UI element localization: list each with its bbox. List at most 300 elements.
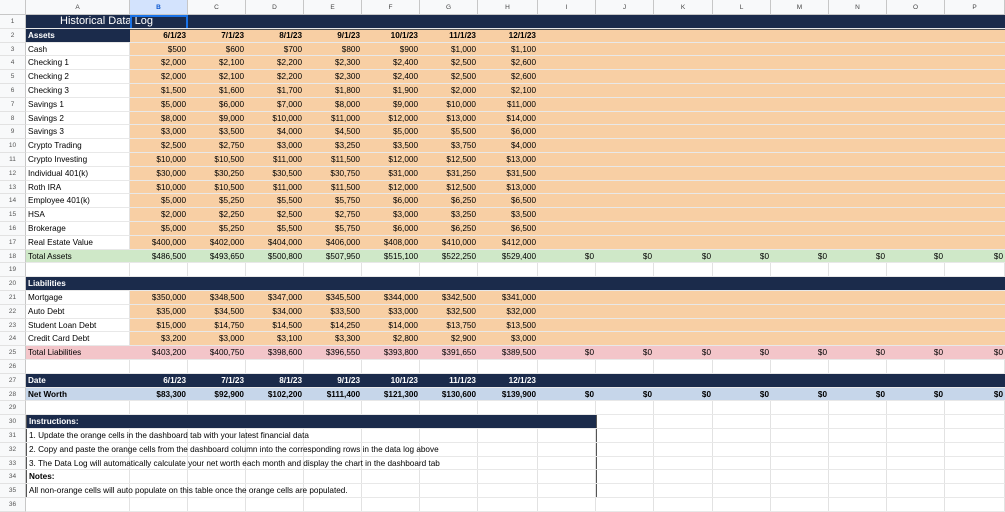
instructions-header (26, 415, 597, 429)
asset-value[interactable]: $2,100 (218, 72, 244, 82)
asset-value[interactable]: $13,000 (506, 155, 536, 164)
total-liabilities-value[interactable]: $398,600 (267, 348, 302, 358)
liability-label[interactable]: Mortgage (28, 293, 63, 302)
row-header-1[interactable]: 1 (0, 15, 26, 29)
row-header-11[interactable]: 11 (0, 153, 26, 167)
column-header-a[interactable]: A (26, 0, 130, 15)
asset-value[interactable]: $2,500 (450, 72, 476, 82)
asset-label[interactable]: Employee 401(k) (28, 196, 90, 206)
liability-value[interactable]: $14,250 (330, 320, 360, 330)
total-liabilities-value[interactable]: $0 (875, 348, 885, 358)
networth-value[interactable]: $139,900 (501, 389, 536, 399)
networth-date[interactable]: 12/1/23 (478, 374, 538, 388)
asset-value[interactable]: $406,000 (325, 237, 360, 247)
networth-value[interactable]: $102,200 (267, 389, 302, 399)
asset-label[interactable]: Savings 3 (28, 127, 64, 137)
sheet-row-19 (0, 263, 1005, 277)
column-header-i[interactable]: I (538, 0, 596, 15)
asset-value[interactable]: $12,500 (446, 182, 476, 192)
total-liabilities-value[interactable]: $0 (642, 348, 652, 358)
row-header-29[interactable]: 29 (0, 401, 26, 415)
asset-label[interactable]: Roth IRA (28, 182, 62, 192)
asset-value[interactable]: $2,500 (450, 58, 476, 68)
asset-value[interactable]: $30,750 (330, 168, 360, 178)
networth-value[interactable]: $0 (701, 389, 711, 399)
asset-value[interactable]: $2,750 (334, 210, 360, 220)
gridline-horizontal (26, 414, 1005, 415)
asset-value[interactable]: $2,100 (218, 58, 244, 68)
gridline-horizontal (26, 373, 1005, 374)
networth-value[interactable]: $0 (759, 389, 769, 399)
asset-value[interactable]: $2,400 (392, 58, 418, 68)
asset-value[interactable]: $3,750 (450, 141, 476, 151)
row-header-5[interactable]: 5 (0, 70, 26, 84)
select-all-corner[interactable] (0, 0, 26, 15)
liability-label[interactable]: Auto Debt (28, 306, 65, 316)
row-header-19[interactable]: 19 (0, 263, 26, 277)
asset-value[interactable]: $10,500 (214, 182, 244, 192)
asset-value[interactable]: $5,250 (218, 224, 244, 233)
total-assets-value[interactable]: $0 (584, 251, 594, 261)
row-header-21[interactable]: 21 (0, 291, 26, 305)
asset-value[interactable]: $1,100 (510, 44, 536, 54)
gridline-horizontal (26, 83, 1005, 84)
row-header-24[interactable]: 24 (0, 332, 26, 346)
row-header-27[interactable]: 27 (0, 374, 26, 388)
asset-label[interactable]: Savings 1 (28, 99, 64, 109)
asset-value[interactable]: $3,000 (160, 127, 186, 137)
networth-date[interactable]: 7/1/23 (188, 374, 246, 388)
asset-value[interactable]: $6,250 (450, 196, 476, 206)
asset-value[interactable]: $900 (399, 44, 418, 54)
asset-value[interactable]: $2,200 (276, 72, 302, 82)
asset-value[interactable]: $11,000 (273, 182, 302, 192)
asset-value[interactable]: $12,500 (446, 155, 476, 164)
asset-value[interactable]: $5,250 (218, 196, 244, 206)
gridline-horizontal (26, 428, 1005, 429)
column-header-c[interactable]: C (188, 0, 246, 15)
asset-value[interactable]: $30,000 (156, 168, 186, 178)
row-header-7[interactable]: 7 (0, 98, 26, 112)
asset-value[interactable]: $11,000 (331, 113, 360, 123)
row-header-13[interactable]: 13 (0, 181, 26, 195)
liability-value[interactable]: $345,500 (325, 293, 360, 302)
asset-value[interactable]: $5,500 (276, 224, 302, 233)
asset-date-3[interactable]: 9/1/23 (337, 30, 360, 40)
row-header-32[interactable]: 32 (0, 443, 26, 457)
asset-value[interactable]: $8,000 (334, 99, 360, 109)
asset-label[interactable]: Cash (28, 44, 48, 54)
total-assets-value[interactable]: $0 (993, 251, 1003, 261)
gridline-horizontal (26, 387, 1005, 388)
gridline-horizontal (26, 331, 1005, 332)
asset-value[interactable]: $5,500 (450, 127, 476, 137)
column-header-d[interactable]: D (246, 0, 304, 15)
asset-value[interactable]: $1,500 (160, 86, 186, 95)
total-assets-value[interactable]: $500,800 (267, 251, 302, 261)
row-header-35[interactable]: 35 (0, 484, 26, 498)
asset-value[interactable]: $11,000 (507, 99, 536, 109)
page-title[interactable]: Historical Data Log (60, 15, 153, 27)
asset-value[interactable]: $6,250 (450, 224, 476, 233)
networth-value[interactable]: $0 (584, 389, 594, 399)
row-header-6[interactable]: 6 (0, 84, 26, 98)
asset-value[interactable]: $1,700 (276, 86, 302, 95)
liability-value[interactable]: $342,500 (441, 293, 476, 302)
liability-value[interactable]: $344,000 (383, 293, 418, 302)
asset-label[interactable]: Savings 2 (28, 113, 64, 123)
asset-value[interactable]: $31,250 (446, 168, 476, 178)
liability-value[interactable]: $14,000 (388, 320, 418, 330)
total-liabilities-value[interactable]: $0 (701, 348, 711, 358)
asset-value[interactable]: $12,000 (388, 155, 418, 164)
liability-value[interactable]: $348,500 (209, 293, 244, 302)
notes-text: All non-orange cells will auto populate on this table once the orange cells are populated. (29, 486, 348, 496)
asset-value[interactable]: $11,500 (331, 182, 360, 192)
sheet-row-24 (0, 332, 1005, 346)
asset-value[interactable]: $5,000 (160, 196, 186, 206)
networth-value[interactable]: $83,300 (156, 389, 186, 399)
total-assets-value[interactable]: $507,950 (325, 251, 360, 261)
total-liabilities-value[interactable]: $0 (759, 348, 769, 358)
liability-value[interactable]: $13,750 (446, 320, 476, 330)
column-header-f[interactable]: F (362, 0, 420, 15)
column-header-k[interactable]: K (654, 0, 713, 15)
asset-value[interactable]: $4,500 (334, 127, 360, 137)
asset-value[interactable]: $2,600 (510, 72, 536, 82)
asset-value[interactable]: $9,000 (218, 113, 244, 123)
asset-label[interactable]: Brokerage (28, 224, 66, 233)
liability-value[interactable]: $34,000 (272, 306, 302, 316)
total-assets-value[interactable]: $0 (642, 251, 652, 261)
asset-date-1[interactable]: 7/1/23 (221, 30, 244, 40)
row-header-8[interactable]: 8 (0, 112, 26, 126)
asset-value[interactable]: $30,500 (272, 168, 302, 178)
asset-value[interactable]: $1,800 (334, 86, 360, 95)
gridline-horizontal (26, 180, 1005, 181)
asset-value[interactable]: $404,000 (267, 237, 302, 247)
liability-value[interactable]: $14,500 (272, 320, 302, 330)
asset-value[interactable]: $5,750 (334, 196, 360, 206)
total-liabilities-value[interactable]: $403,200 (151, 348, 186, 358)
asset-value[interactable]: $5,000 (392, 127, 418, 137)
asset-value[interactable]: $5,000 (160, 224, 186, 233)
liability-value[interactable]: $15,000 (156, 320, 186, 330)
networth-date[interactable]: 9/1/23 (304, 374, 362, 388)
row-header-30[interactable]: 30 (0, 415, 26, 429)
asset-value[interactable]: $600 (225, 44, 244, 54)
asset-value[interactable]: $4,000 (510, 141, 536, 151)
networth-value[interactable]: $0 (875, 389, 885, 399)
asset-value[interactable]: $1,900 (392, 86, 418, 95)
asset-value[interactable]: $2,500 (160, 141, 186, 151)
column-header-g[interactable]: G (420, 0, 478, 15)
sheet-row-34 (0, 470, 1005, 484)
asset-label[interactable]: HSA (28, 210, 45, 220)
row-header-18[interactable]: 18 (0, 250, 26, 264)
asset-value[interactable]: $700 (283, 44, 302, 54)
row-header-12[interactable]: 12 (0, 167, 26, 181)
asset-date-0[interactable]: 6/1/23 (163, 30, 186, 40)
column-header-p[interactable]: P (945, 0, 1005, 15)
asset-value[interactable]: $2,300 (334, 58, 360, 68)
liability-value[interactable]: $13,500 (506, 320, 536, 330)
row-header-23[interactable]: 23 (0, 319, 26, 333)
sheet-row-11 (0, 153, 1005, 167)
total-assets-value[interactable]: $0 (701, 251, 711, 261)
row-header-14[interactable]: 14 (0, 194, 26, 208)
asset-value[interactable]: $6,000 (392, 224, 418, 233)
asset-value[interactable]: $2,000 (160, 72, 186, 82)
asset-value[interactable]: $2,000 (160, 58, 186, 68)
total-liabilities-value[interactable]: $391,650 (441, 348, 476, 358)
asset-value[interactable]: $2,000 (450, 86, 476, 95)
asset-value[interactable]: $10,000 (156, 182, 186, 192)
asset-value[interactable]: $2,250 (218, 210, 244, 220)
asset-value[interactable]: $10,500 (214, 155, 244, 164)
asset-value[interactable]: $410,000 (441, 237, 476, 247)
total-liabilities-value[interactable]: $0 (933, 348, 943, 358)
instruction-line: 2. Copy and paste the orange cells from the dashboard column into the corresponding rows in the data log above (29, 444, 439, 454)
asset-value[interactable]: $12,000 (388, 182, 418, 192)
asset-label[interactable]: Crypto Investing (28, 155, 88, 164)
total-liabilities-value[interactable]: $400,750 (209, 348, 244, 358)
liability-value[interactable]: $33,000 (388, 306, 418, 316)
liability-value[interactable]: $347,000 (267, 293, 302, 302)
asset-label[interactable]: Real Estate Value (28, 237, 93, 247)
asset-value[interactable]: $31,500 (506, 168, 536, 178)
networth-date[interactable]: 6/1/23 (130, 374, 188, 388)
total-assets-value[interactable]: $0 (933, 251, 943, 261)
asset-date-6[interactable]: 12/1/23 (508, 30, 536, 40)
asset-date-5[interactable]: 11/1/23 (449, 30, 476, 40)
row-header-3[interactable]: 3 (0, 43, 26, 57)
liability-value[interactable]: $33,500 (330, 306, 360, 316)
asset-value[interactable]: $4,000 (276, 127, 302, 137)
asset-value[interactable]: $2,100 (510, 86, 536, 95)
liability-value[interactable]: $3,100 (276, 334, 302, 344)
row-header-31[interactable]: 31 (0, 429, 26, 443)
total-liabilities-label[interactable]: Total Liabilities (28, 348, 82, 358)
liability-value[interactable]: $341,000 (501, 293, 536, 302)
row-header-36[interactable]: 36 (0, 498, 26, 512)
liability-value[interactable]: $3,300 (334, 334, 360, 344)
column-header-m[interactable]: M (771, 0, 829, 15)
row-header-28[interactable]: 28 (0, 388, 26, 402)
total-assets-value[interactable]: $529,400 (501, 251, 536, 261)
asset-value[interactable]: $9,000 (392, 99, 418, 109)
asset-value[interactable]: $2,200 (276, 58, 302, 68)
asset-value[interactable]: $5,750 (334, 224, 360, 233)
sheet-row-10 (0, 139, 1005, 153)
total-assets-value[interactable]: $486,500 (151, 251, 186, 261)
row-header-34[interactable]: 34 (0, 470, 26, 484)
networth-value[interactable]: $0 (642, 389, 652, 399)
row-header-9[interactable]: 9 (0, 125, 26, 139)
asset-label[interactable]: Individual 401(k) (28, 168, 89, 178)
networth-label[interactable]: Net Worth (28, 389, 67, 399)
total-assets-value[interactable]: $0 (759, 251, 769, 261)
liabilities-header[interactable]: Liabilities (26, 277, 130, 291)
liability-value[interactable]: $35,000 (156, 306, 186, 316)
asset-value[interactable]: $10,000 (446, 99, 476, 109)
gridline-horizontal (26, 97, 1005, 98)
liability-label[interactable]: Credit Card Debt (28, 334, 90, 344)
asset-value[interactable]: $5,000 (160, 99, 186, 109)
notes-box (26, 484, 597, 498)
date-header[interactable]: Date (26, 374, 130, 388)
asset-value[interactable]: $3,000 (276, 141, 302, 151)
asset-value[interactable]: $11,000 (273, 155, 302, 164)
instruction-line-box (26, 457, 597, 471)
asset-value[interactable]: $8,000 (160, 113, 186, 123)
asset-value[interactable]: $408,000 (383, 237, 418, 247)
gridline-horizontal (26, 262, 1005, 263)
liability-value[interactable]: $3,200 (160, 334, 186, 344)
total-liabilities-value[interactable]: $393,800 (383, 348, 418, 358)
column-header-e[interactable]: E (304, 0, 362, 15)
asset-value[interactable]: $13,000 (506, 182, 536, 192)
asset-value[interactable]: $412,000 (501, 237, 536, 247)
asset-value[interactable]: $1,000 (450, 44, 476, 54)
liability-value[interactable]: $3,000 (510, 334, 536, 344)
asset-value[interactable]: $31,000 (388, 168, 418, 178)
row-header-2[interactable]: 2 (0, 29, 26, 43)
total-assets-value[interactable]: $515,100 (383, 251, 418, 261)
networth-value[interactable]: $0 (817, 389, 827, 399)
asset-label[interactable]: Checking 1 (28, 58, 69, 68)
asset-value[interactable]: $2,750 (218, 141, 244, 151)
row-header-26[interactable]: 26 (0, 360, 26, 374)
asset-value[interactable]: $2,300 (334, 72, 360, 82)
liability-value[interactable]: $2,800 (392, 334, 418, 344)
sheet-row-12 (0, 167, 1005, 181)
total-liabilities-value[interactable]: $0 (817, 348, 827, 358)
total-assets-value[interactable]: $493,650 (209, 251, 244, 261)
asset-value[interactable]: $5,500 (276, 196, 302, 206)
liability-value[interactable]: $32,500 (446, 306, 476, 316)
row-header-16[interactable]: 16 (0, 222, 26, 236)
asset-value[interactable]: $400,000 (151, 237, 186, 247)
sheet-row-25 (0, 346, 1005, 360)
liability-value[interactable]: $34,500 (214, 306, 244, 316)
asset-value[interactable]: $11,500 (331, 155, 360, 164)
asset-value[interactable]: $14,000 (506, 113, 536, 123)
liability-value[interactable]: $2,900 (450, 334, 476, 344)
liability-value[interactable]: $3,000 (218, 334, 244, 344)
asset-value[interactable]: $800 (341, 44, 360, 54)
column-header-b[interactable]: B (130, 0, 188, 15)
asset-value[interactable]: $6,000 (218, 99, 244, 109)
asset-value[interactable]: $6,000 (392, 196, 418, 206)
liability-value[interactable]: $14,750 (214, 320, 244, 330)
row-header-25[interactable]: 25 (0, 346, 26, 360)
asset-value[interactable]: $6,500 (510, 224, 536, 233)
asset-value[interactable]: $3,250 (334, 141, 360, 151)
total-assets-label[interactable]: Total Assets (28, 251, 72, 261)
gridline-horizontal (26, 207, 1005, 208)
asset-date-2[interactable]: 8/1/23 (279, 30, 302, 40)
networth-value[interactable]: $111,400 (326, 389, 360, 399)
row-header-4[interactable]: 4 (0, 56, 26, 70)
gridline-horizontal (26, 28, 1005, 29)
sheet-row-26 (0, 360, 1005, 374)
networth-value[interactable]: $121,300 (383, 389, 418, 399)
networth-value[interactable]: $0 (993, 389, 1003, 399)
column-header-l[interactable]: L (713, 0, 771, 15)
asset-value[interactable]: $6,000 (510, 127, 536, 137)
row-header-22[interactable]: 22 (0, 305, 26, 319)
row-header-20[interactable]: 20 (0, 277, 26, 291)
networth-value[interactable]: $130,600 (441, 389, 476, 399)
asset-label[interactable]: Checking 3 (28, 86, 69, 95)
row-header-33[interactable]: 33 (0, 457, 26, 471)
row-header-17[interactable]: 17 (0, 236, 26, 250)
total-liabilities-value[interactable]: $396,550 (325, 348, 360, 358)
asset-value[interactable]: $10,000 (272, 113, 302, 123)
asset-value[interactable]: $3,500 (218, 127, 244, 137)
liability-value[interactable]: $350,000 (151, 293, 186, 302)
networth-date[interactable]: 8/1/23 (246, 374, 304, 388)
asset-value[interactable]: $30,250 (214, 168, 244, 178)
asset-label[interactable]: Checking 2 (28, 72, 69, 82)
asset-value[interactable]: $3,500 (510, 210, 536, 220)
asset-value[interactable]: $3,000 (392, 210, 418, 220)
sheet-row-35 (0, 484, 1005, 498)
row-header-10[interactable]: 10 (0, 139, 26, 153)
total-assets-value[interactable]: $522,250 (441, 251, 476, 261)
asset-value[interactable]: $2,400 (392, 72, 418, 82)
asset-label[interactable]: Crypto Trading (28, 141, 82, 151)
gridline-horizontal (26, 69, 1005, 70)
asset-value[interactable]: $1,600 (218, 86, 244, 95)
asset-value[interactable]: $6,500 (510, 196, 536, 206)
total-assets-value[interactable]: $0 (817, 251, 827, 261)
asset-value[interactable]: $2,600 (510, 58, 536, 68)
asset-value[interactable]: $3,500 (392, 141, 418, 151)
liability-label[interactable]: Student Loan Debt (28, 320, 97, 330)
total-liabilities-value[interactable]: $389,500 (501, 348, 536, 358)
row-fill (26, 277, 1005, 291)
asset-value[interactable]: $10,000 (156, 155, 186, 164)
networth-value[interactable]: $92,900 (214, 389, 244, 399)
sheet-row-17 (0, 236, 1005, 250)
asset-value[interactable]: $13,000 (446, 113, 476, 123)
asset-value[interactable]: $3,250 (450, 210, 476, 220)
total-liabilities-value[interactable]: $0 (584, 348, 594, 358)
networth-value[interactable]: $0 (933, 389, 943, 399)
total-assets-value[interactable]: $0 (875, 251, 885, 261)
asset-date-4[interactable]: 10/1/23 (390, 30, 418, 40)
row-header-15[interactable]: 15 (0, 208, 26, 222)
asset-value[interactable]: $500 (167, 44, 186, 54)
asset-value[interactable]: $12,000 (388, 113, 418, 123)
asset-value[interactable]: $2,000 (160, 210, 186, 220)
liability-value[interactable]: $32,000 (506, 306, 536, 316)
networth-date[interactable]: 11/1/23 (420, 374, 478, 388)
asset-value[interactable]: $402,000 (209, 237, 244, 247)
notes-header: Notes: (29, 472, 55, 482)
column-header-n[interactable]: N (829, 0, 887, 15)
asset-value[interactable]: $7,000 (276, 99, 302, 109)
column-header-j[interactable]: J (596, 0, 654, 15)
total-liabilities-value[interactable]: $0 (993, 348, 1003, 358)
column-header-h[interactable]: H (478, 0, 538, 15)
asset-value[interactable]: $2,500 (276, 210, 302, 220)
assets-header[interactable]: Assets (26, 29, 130, 43)
column-header-o[interactable]: O (887, 0, 945, 15)
networth-date[interactable]: 10/1/23 (362, 374, 420, 388)
